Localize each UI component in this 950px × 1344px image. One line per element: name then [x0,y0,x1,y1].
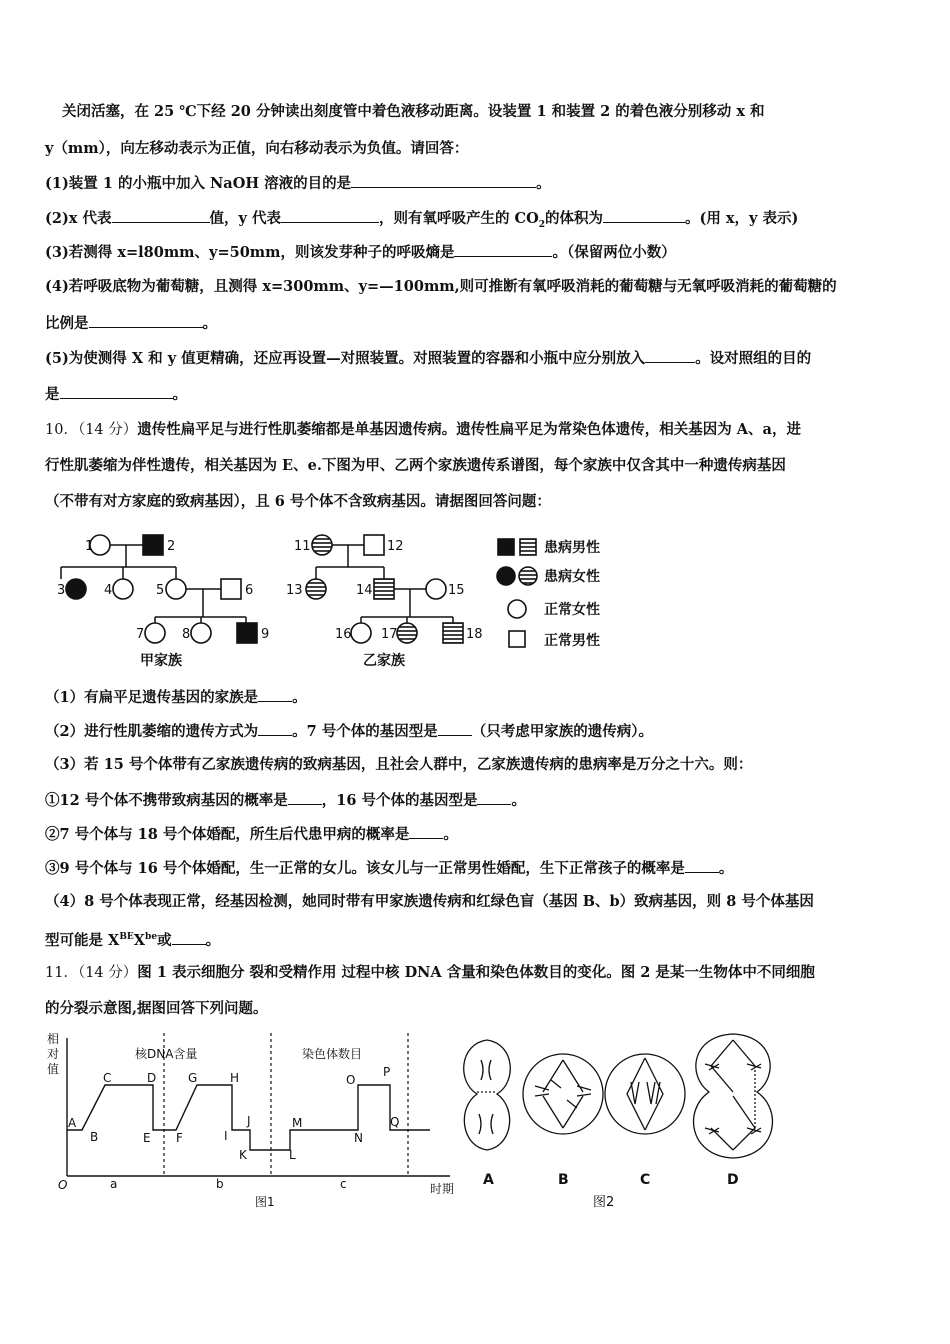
cell-b [523,1054,603,1134]
point-label: C [103,1071,112,1085]
pedigree-id: 9 [261,627,270,642]
point-label: D [147,1071,157,1085]
pedigree-id: 18 [466,627,483,642]
pedigree-id: 14 [356,583,373,598]
cell-label: C [640,1172,651,1188]
point-label: E [143,1131,151,1145]
pedigree-id: 6 [245,583,254,598]
pedigree-id: 5 [156,583,165,598]
individual-9 [237,623,257,643]
question-10-3: （3）若 15 号个体带有乙家族遗传病的致病基因，且社会人群中，乙家族遗传病的患病率是万分之十六。则： [45,756,753,773]
label-chromosome-number: 染色体数目 [302,1047,363,1061]
pedigree-id: 3 [57,583,66,598]
point-label: J [247,1114,251,1128]
individual-15 [426,579,446,599]
point-label: I [224,1129,228,1143]
question-9-1: (1)装置 1 的小瓶中加入 NaOH 溶液的目的是 。 [45,175,551,192]
question-10-3-3: ③9 号个体与 16 号个体婚配，生一正常的女儿。该女儿与一正常男性婚配，生下正常孩子的概率是 。 [45,860,734,877]
legend-affected-female-hatched [519,567,537,585]
pedigree-id: 4 [104,583,113,598]
point-label: G [188,1071,198,1085]
y-axis-label: 值 [47,1062,60,1076]
individual-5 [166,579,186,599]
x-axis-label: 时期 [430,1182,455,1196]
figure-2-cells [455,1030,785,1215]
point-label: N [354,1131,363,1145]
answer-blank[interactable] [409,824,443,839]
question-10-2: （2）进行性肌萎缩的遗传方式为 。7 号个体的基因型是 （只考虑甲家族的遗传病）。 [45,723,653,740]
individual-2 [143,535,163,555]
question-10-3-1: ①12 号个体不携带致病基因的概率是 ，16 号个体的基因型是 。 [45,792,526,809]
question-9-5: (5)为使测得 X 和 y 值更精确，还应再设置—对照装置。对照装置的容器和小瓶中应分别放入 。设对照组的目的 [45,350,812,367]
cell-c [605,1054,685,1134]
legend-normal-male [509,631,525,647]
text-line: y（mm），向左移动表示为正值，向右移动表示为负值。请回答： [45,140,469,157]
pedigree-id: 12 [387,539,404,554]
figure-2-caption: 图2 [593,1195,615,1210]
question-10-stem: 10．（14 分）遗传性扁平足与进行性肌萎缩都是单基因遗传病。遗传性扁平足为常染色体遗传，相关基因为 A、a，进 [45,421,801,438]
individual-17 [397,623,417,643]
cell-label: B [558,1172,569,1188]
answer-blank[interactable] [281,208,379,223]
legend-label: 患病女性 [544,569,600,585]
pedigree-id: 1 [85,539,94,554]
individual-4 [113,579,133,599]
question-10-4: （4）8 号个体表现正常，经基因检测，她同时带有甲家族遗传病和红绿色盲（基因 B、b）致病基因，则 8 号个体基因 [45,893,814,910]
cell-d [694,1034,773,1158]
individual-14 [374,579,394,599]
text-line: 比例是 。 [45,315,217,332]
legend-affected-male-hatched [520,539,536,555]
legend-label: 患病男性 [544,540,600,556]
y-axis-label: 相 [47,1032,60,1046]
cell-label: A [483,1172,494,1188]
text-line: 型可能是 $X^{BE}X^{be}$或 。 [45,931,221,949]
point-label: H [230,1071,240,1085]
text-line: 关闭活塞，在 25 ℃下经 20 分钟读出刻度管中着色液移动距离。设装置 1 和装置 2 的着色液分别移动 x 和 [62,103,765,120]
answer-blank[interactable] [60,384,173,399]
point-label: B [90,1130,99,1144]
legend-affected-male-solid [498,539,514,555]
individual-11 [312,535,332,555]
point-label: P [383,1065,391,1079]
answer-blank[interactable] [645,348,695,363]
individual-7 [145,623,165,643]
point-label: K [239,1148,247,1162]
pedigree-id: 15 [448,583,465,598]
label-dna-content: 核DNA含量 [135,1047,198,1061]
pedigree-id: 13 [286,583,303,598]
answer-blank[interactable] [438,721,472,736]
answer-blank[interactable] [258,687,292,702]
origin-label: O [58,1178,68,1192]
point-label: A [68,1116,77,1130]
individual-16 [351,623,371,643]
individual-6 [221,579,241,599]
individual-8 [191,623,211,643]
pedigree-id: 2 [167,539,176,554]
individual-18 [443,623,463,643]
point-label: F [176,1131,183,1145]
text-line: 的分裂示意图,据图回答下列问题。 [45,1000,268,1017]
individual-12 [364,535,384,555]
answer-blank[interactable] [603,208,685,223]
answer-blank[interactable] [258,721,292,736]
point-label: O [346,1073,356,1087]
pedigree-id: 11 [294,539,311,554]
cell-a [464,1040,511,1150]
pedigree-figure [48,525,618,675]
text-line: 是 。 [45,386,187,403]
cell-label: D [727,1172,739,1188]
pedigree-id: 16 [335,627,352,642]
individual-3 [66,579,86,599]
question-10-3-2: ②7 号个体与 18 号个体婚配，所生后代患甲病的概率是 。 [45,826,458,843]
answer-blank[interactable] [288,790,322,805]
answer-blank[interactable] [454,242,552,257]
text-line: （不带有对方家庭的致病基因），且 6 号个体不含致病基因。请据图回答问题： [45,493,551,510]
text-line: 行性肌萎缩为伴性遗传，相关基因为 E、e.下图为甲、乙两个家族遗传系谱图，每个家族中仅含其中一种遗传病基因 [45,457,786,474]
answer-blank[interactable] [172,930,206,945]
legend-label: 正常男性 [544,633,600,649]
question-11-stem: 11．（14 分）图 1 表示细胞分 裂和受精作用 过程中核 DNA 含量和染色体数目的变化。图 2 是某一生物体中不同细胞 [45,964,815,981]
pedigree-id: 8 [182,627,191,642]
phase-label: a [110,1177,118,1191]
y-axis-label: 对 [47,1047,60,1061]
family-yi-label: 乙家族 [363,653,405,669]
pedigree-id: 17 [381,627,398,642]
individual-13 [306,579,326,599]
question-9-2: (2)x 代表 值，y 代表 ，则有氧呼吸产生的 $CO_2$的体积为 。(用 x，y 表示) [45,210,799,230]
legend-label: 正常女性 [544,602,600,618]
question-9-3: (3)若测得 x=l80mm、y=50mm，则该发芽种子的呼吸熵是 。（保留两位小数） [45,244,676,261]
point-label: Q [390,1115,400,1129]
figure-1-graph [40,1028,470,1218]
point-label: L [289,1148,296,1162]
phase-label: b [216,1177,224,1191]
answer-blank[interactable] [685,858,719,873]
figure-1-caption: 图1 [255,1195,275,1209]
legend-normal-female [508,600,526,618]
question-10-1: （1）有扁平足遗传基因的家族是 。 [45,689,307,706]
answer-blank[interactable] [477,790,511,805]
pedigree-id: 7 [136,627,145,642]
family-jia-label: 甲家族 [140,653,182,669]
question-9-4: (4)若呼吸底物为葡萄糖，且测得 x=300mm、y=—100mm,则可推断有氧呼吸消耗的葡萄糖与无氧呼吸消耗的葡萄糖的 [45,278,837,295]
legend-affected-female-solid [497,567,515,585]
answer-blank[interactable] [89,313,203,328]
answer-blank[interactable] [112,208,210,223]
point-label: M [292,1116,303,1130]
phase-label: c [340,1177,347,1191]
answer-blank[interactable] [351,173,536,188]
